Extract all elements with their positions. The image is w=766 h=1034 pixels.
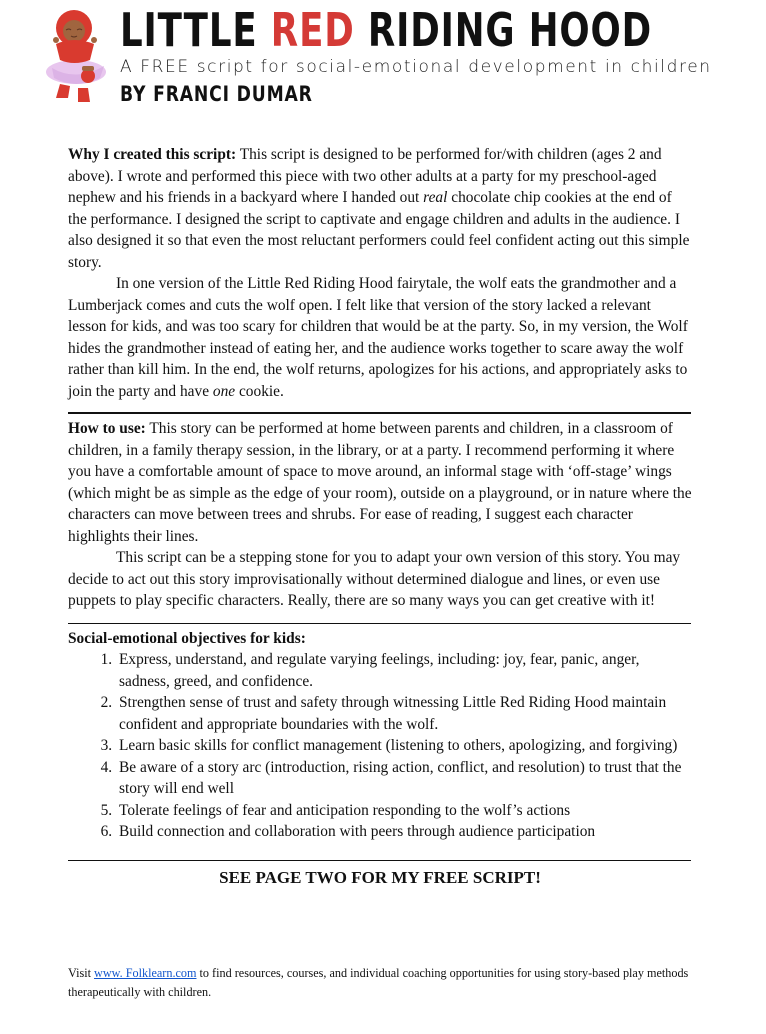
title-words-riding-hood: RIDING HOOD	[367, 3, 653, 57]
title-word-red: RED	[270, 3, 355, 57]
why-paragraph-1	[68, 144, 692, 273]
list-item: 4. Be aware of a story arc (introduction, rising action, conflict, and resolution) to trust that the story will end well	[116, 757, 692, 800]
why-section	[68, 144, 692, 402]
footer-text: Visit	[68, 966, 95, 980]
why-heading: Why I created this script:	[68, 146, 237, 163]
page-title	[120, 2, 652, 58]
author-byline: BY FRANCI DUMAR	[120, 82, 313, 106]
why-text: This script is designed to be performed for/with children (ages 2 and above). I wrote and performed this piece with two other adults at a party for my preschool-aged nephew and his friends in a backyard where I handed out	[68, 146, 662, 206]
how-section	[68, 418, 692, 612]
how-text: This story can be performed at home between parents and children, in a classroom of children, in a family therapy session, in the library, or at a party. I recommend performing it where you have a comfortable amount of space to move around, an informal stage with ‘off-stage’ wings (which might be as simple as the edge of your room), outside on a playground, or in nature where the characters can move between trees and shrubs. For ease of reading, I suggest each character highlights their lines.	[68, 420, 692, 545]
document-body	[68, 144, 692, 888]
why-text: In one version of the Little Red Riding Hood fairytale, the wolf eats the grandmother and a Lumberjack comes and cuts the wolf open. I felt like that version of the story lacked a relevant lesson for kids, and was too scary for children that would be at the party. So, in my version, the Wolf hides the grandmother instead of eating her, and the audience works together to scare away the wolf rather than kill him. In the end, the wolf returns, apologizes for his actions, and appropriately asks to join the party and have	[68, 275, 688, 400]
objectives-list	[68, 649, 692, 843]
section-divider	[68, 623, 691, 624]
objectives-heading: Social-emotional objectives for kids:	[68, 629, 306, 647]
list-item: 6. Build connection and collaboration with peers through audience participation	[116, 821, 692, 843]
document-header	[0, 0, 766, 120]
how-heading: How to use:	[68, 420, 146, 437]
why-paragraph-2	[68, 273, 692, 402]
why-text: chocolate chip cookies at the end of the performance. I designed the script to captivate and engage children and adults in the audience. I also designed it so that even the most reluctant performers could feel confident acting out this simple story.	[68, 189, 690, 271]
emphasis-text: one	[212, 382, 236, 400]
list-item: 3. Learn basic skills for conflict management (listening to others, apologizing, and forgiving)	[116, 735, 692, 757]
title-word-little: LITTLE	[120, 3, 258, 57]
how-paragraph-1	[68, 418, 692, 547]
see-page-two-callout: SEE PAGE TWO FOR MY FREE SCRIPT!	[219, 867, 541, 887]
objectives-section	[68, 628, 692, 843]
list-item: 1. Express, understand, and regulate varying feelings, including: joy, fear, panic, anger, sadness, greed, and confidence.	[116, 649, 692, 692]
list-item: 2. Strengthen sense of trust and safety through witnessing Little Red Riding Hood maintain confident and appropriate boundaries with the wolf.	[116, 692, 692, 735]
section-divider	[68, 860, 691, 861]
emphasis-text: real	[423, 189, 448, 206]
footer-note	[68, 964, 692, 1002]
section-divider	[68, 412, 691, 414]
subtitle: A FREE script for social-emotional development in children	[120, 57, 712, 77]
why-text: cookie.	[235, 382, 284, 400]
footer-text: to find resources, courses, and individual coaching opportunities for using story-based play methods therapeutically with children.	[68, 966, 689, 999]
little-red-riding-hood-icon	[40, 6, 120, 106]
list-item: 5. Tolerate feelings of fear and anticipation responding to the wolf’s actions	[116, 800, 692, 822]
folklearn-link[interactable]: www. Folklearn.com	[94, 966, 197, 980]
how-paragraph-2: This script can be a stepping stone for you to adapt your own version of this story. You may decide to act out this story improvisationally without determined dialogue and lines, or even use puppets to play specific characters. Really, there are so many ways you can get creative with it!	[68, 549, 681, 609]
